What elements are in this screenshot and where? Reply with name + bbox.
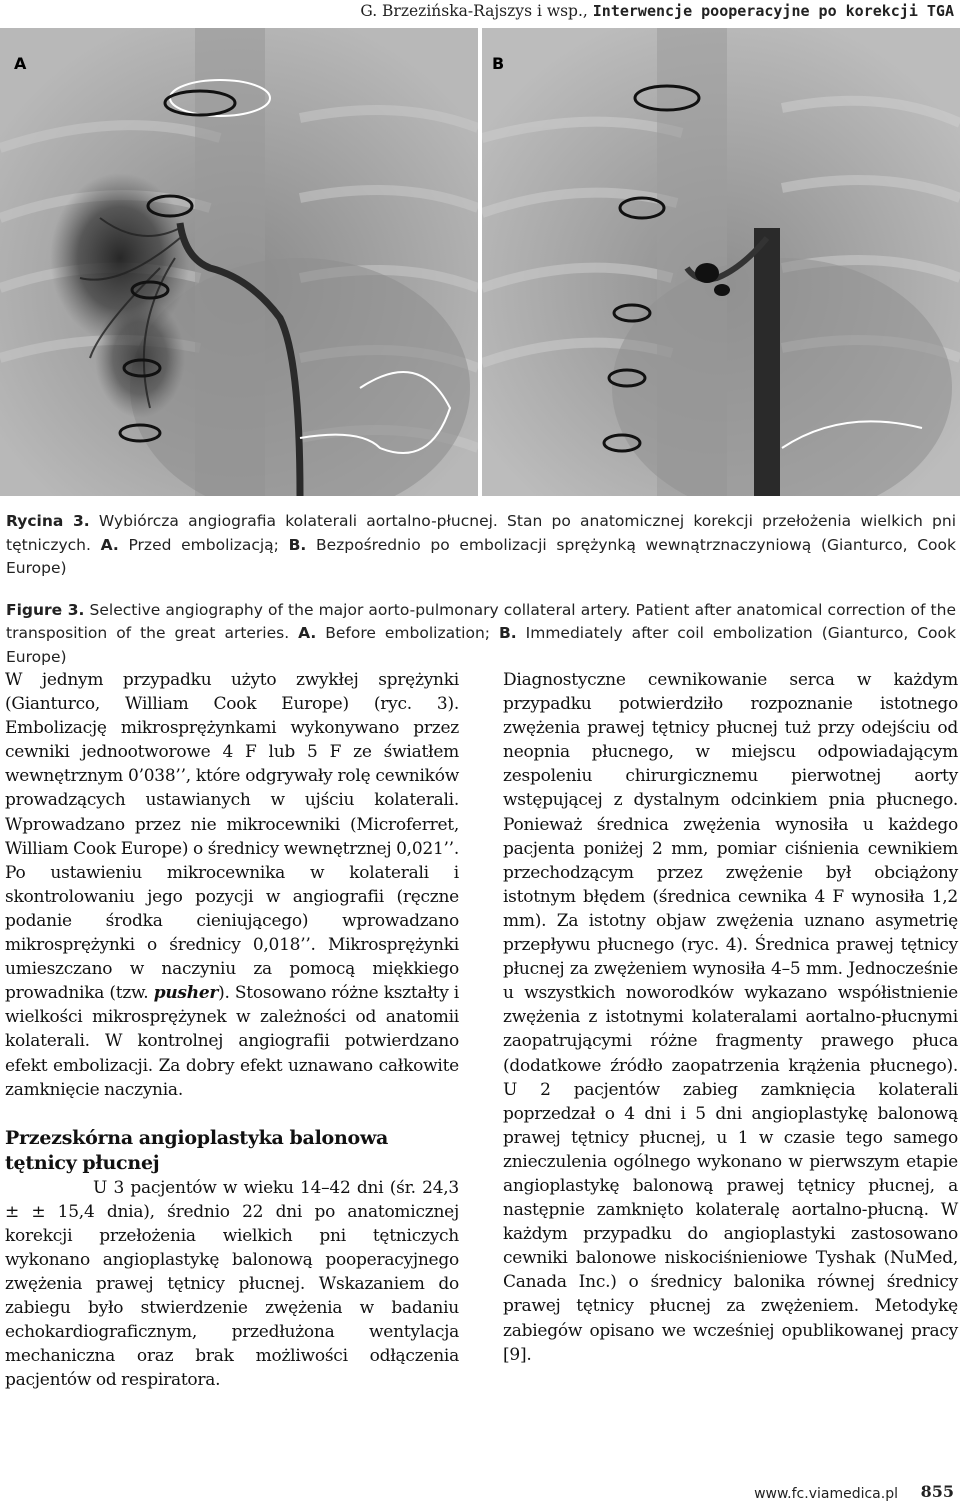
- caption-pl-a: A.: [100, 535, 119, 554]
- right-paragraph-1: Diagnostyczne cewnikowanie serca w każdym przypadku potwierdziło rozpoznanie istotnego zwężenia prawej tętnicy płucnej tuż przy odejściu od neopnia płucnego, w miejscu odpowiadającym zespoleniu chirurgicznemu pierwotnej aorty wstępującej z dystalnym odcinkiem pnia płucnego. Ponieważ średnica zwężenia wynosiła u każdego pacjenta poniżej 2 mm, pomiar ciśnienia cewnikiem przechodzącym przez zwężenie był obciążony istotnym błędem (średnica cewnika 4 F wynosiła 1,2 mm). Za istotny objaw zwężenia uznano asymetrię przepływu płucnego (ryc. 4). Średnica prawej tętnicy płucnej za zwężeniem wynosiła 4–5 mm. Jednocześnie u wszystkich noworodków wykazano współistnienie zwężenia z istotnymi kolateralami aortalno-płucnymi zaopatrującymi różne fragmenty prawego płuca (dodatkowe źródło zaopatrzenia krążenia płucnego). U 2 pacjentów zabieg zamknięcia kolaterali poprzedzał o 4 dni i 5 dni angioplastykę balonową prawej tętnicy płucnej, u 1 w czasie tego samego znieczulenia ogólnego wykonano w pierwszym etapie angioplastykę balonową prawej tętnicy płucnej, a następnie zamknięto kolateralę aortalno-płucną. W każdym przypadku do angioplastyki zastosowano cewniki balonowe niskociśnieniowe Tyshak (NuMed, Canada Inc.) o średnicy balonika równej średnicy prawej tętnicy płucnej za zwężeniem. Metodykę zabiegów opisano we wcześniej opublikowanej pracy [9].: [503, 670, 958, 1365]
- page-number: 855: [920, 1482, 954, 1501]
- running-header: [0, 0, 954, 30]
- panel-b-label: B: [492, 54, 505, 73]
- angiogram-image-a: [0, 28, 478, 496]
- header-authors: G. Brzezińska-Rajszys i wsp.,: [360, 2, 588, 20]
- right-column: [503, 668, 958, 1367]
- left-p1-part1: W jednym przypadku użyto zwykłej sprężynki (Gianturco, William Cook Europe) (ryc. 3). Embolizację mikrosprężynkami wykonywano przez cewniki jednootworowe 4 F lub 5 F ze światłem wewnętrznym 0’038’’, które odgrywały rolę cewników prowadzących ustawianych w ujściu kolaterali. Wprowadzano przez nie mikrocewniki (Microferret, William Cook Europe) o średnicy wewnętrznej 0,021’’. Po ustawieniu mikrocewnika w kolaterali i skontrolowaniu jego pozycji w angiografii (ręczne podanie środka cieniującego) wprowadzano mikrosprężynki o średnicy 0,018’’. Mikrosprężynki umieszczano w naczyniu za pomocą miękkiego prowadnika (tzw.: [5, 670, 459, 1004]
- left-paragraph-2: U 3 pacjentów w wieku 14–42 dni (śr. 24,3 ± ± 15,4 dnia), średnio 22 dni po anatomicznej korekcji przełożenia wielkich pni tętniczych wykonano angioplastykę balonową pooperacyjnego zwężenia prawej tętnicy płucnej. Wskazaniem do zabiegu było stwierdzenie zwężenia w badaniu echokardiograficznym, przedłużona wentylacja mechaniczna oraz brak możliwości odłączenia pacjentów od respiratora.: [5, 1177, 459, 1391]
- left-paragraph-1: [5, 668, 459, 1102]
- left-p1-part2: ). Stosowano różne kształty i wielkości mikrosprężynek w zależności od anatomii kolaterali. W kontrolnej angiografii potwierdzano efekt embolizacji. Za dobry efekt uznawano całkowite zamknięcie naczynia.: [5, 983, 459, 1100]
- caption-english: [6, 599, 956, 670]
- caption-en-label: Figure 3.: [6, 600, 85, 619]
- panel-a-label: A: [14, 54, 27, 73]
- caption-pl-text2: Przed embolizacją;: [118, 535, 289, 554]
- angiogram-panel-a: [0, 28, 478, 496]
- page-footer: [0, 1482, 956, 1506]
- caption-en-text2: Before embolization;: [316, 624, 499, 642]
- left-p1-italic: pusher: [153, 983, 219, 1004]
- caption-polish: [6, 510, 956, 581]
- angiogram-image-b: [482, 28, 960, 496]
- header-title: Interwencje pooperacyjne po korekcji TGA: [592, 2, 954, 20]
- caption-en-text1: Selective angiography of the major aorto-pulmonary collateral artery. Patient after anatomical correction of the transposition of the great arteries.: [6, 600, 956, 642]
- left-column: [5, 668, 459, 1393]
- caption-pl-label: Rycina 3.: [6, 512, 90, 530]
- caption-en-a: A.: [298, 624, 317, 642]
- figure-3: [0, 28, 960, 496]
- caption-en-text3: Immediately after coil embolization (Gianturco, Cook Europe): [6, 624, 956, 666]
- footer-url[interactable]: www.fc.viamedica.pl: [754, 1486, 898, 1502]
- caption-pl-b: B.: [288, 535, 307, 554]
- caption-en-b: B.: [498, 624, 517, 642]
- caption-pl-text3: Bezpośrednio po embolizacji sprężynką wewnątrznaczyniową (Gianturco, Cook Europe): [6, 535, 956, 577]
- caption-pl-text1: Wybiórcza angiografia kolaterali aortalno-płucnej. Stan po anatomicznej korekcji przełożenia wielkich pni tętniczych.: [6, 512, 956, 554]
- section-heading: Przezskórna angioplastyka balonowa tętnicy płucnej: [5, 1126, 389, 1174]
- figure-captions: [6, 510, 956, 669]
- angiogram-panel-b: [482, 28, 960, 496]
